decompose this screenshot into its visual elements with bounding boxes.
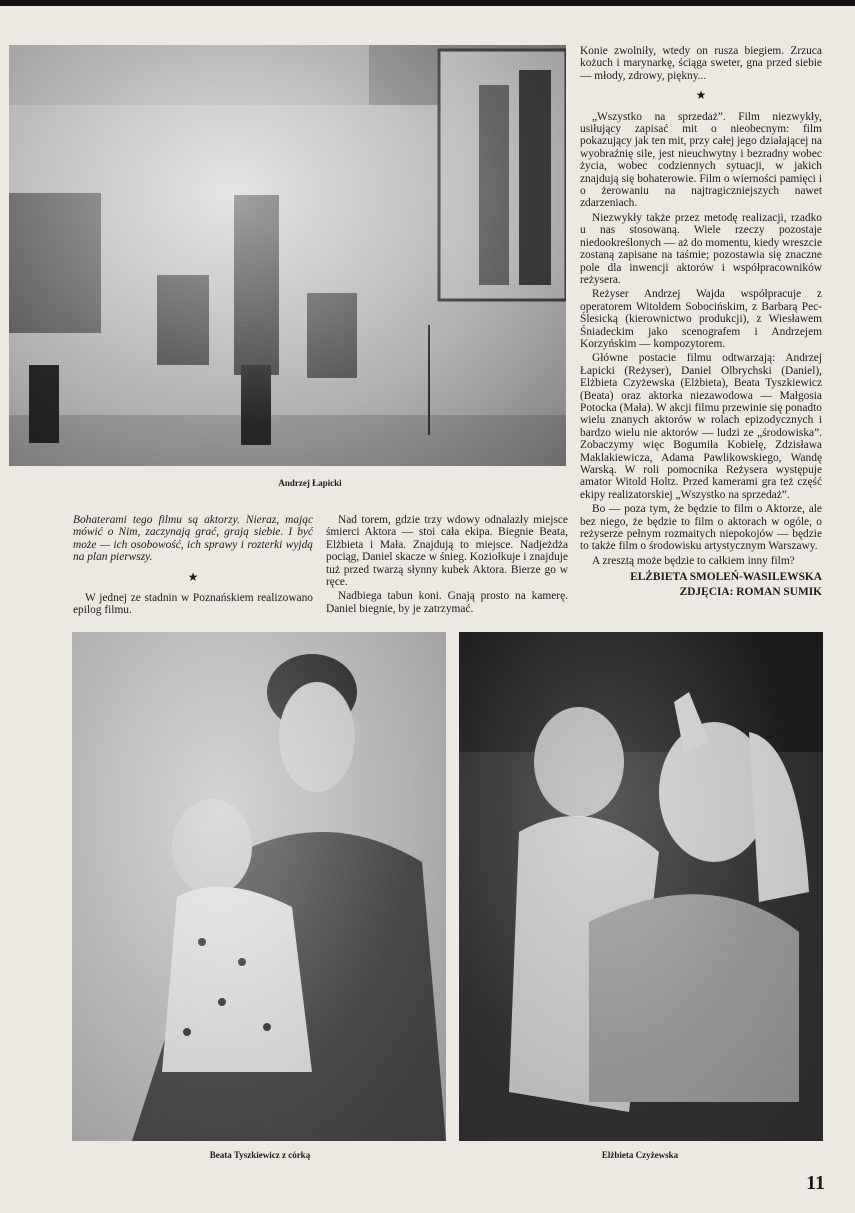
paragraph: Główne postacie filmu odtwarzają: Andrzej Łapicki (Reżyser), Daniel Olbrychski (Daniel), Elżbieta Czyżewska (Elżbieta), Beata Tyszkiewicz (Beata) oraz aktorka niezawodowa — Małgosia Potocka (Mała). W akcji filmu przewinie się ponadto wielu znanych aktorów w rolach epizodycznych i bardzo wielu nie aktorów — ludzi ze „środowiska”. Zobaczymy więc Bogumiła Kobielę, Zdzisława Maklakiewicza, Adama Pawlikowskiego, Wandę Warską. W roli pomocnika Reżysera występuje amator Witold Holtz. Przed kamerami gra też część ekipy realizatorskiej „Wszystko na sprzedaż”. [580, 352, 822, 501]
paragraph: Reżyser Andrzej Wajda współpracuje z operatorem Witoldem Sobocińskim, z Barbarą Pec-Ślesicką (kierownictwo produkcji), z Wiesławem Śniadeckim jako scenografem i Andrzejem Korzyńskim — kompozytorem. [580, 288, 822, 350]
paragraph: Niezwykły także przez metodę realizacji, rzadko u nas stosowaną. Wiele rzeczy pozostaje niedookreślonych — aż do momentu, kiedy wreszcie zostaną zapisane na taśmie; pozostawia się znaczne pole dla inwencji aktorów i współpracowników reżysera. [580, 211, 822, 286]
article-column-3 [580, 45, 822, 600]
page-number: 11 [806, 1172, 825, 1194]
article-column-1 [73, 514, 313, 619]
photo-caption-bottom-right: Elżbieta Czyżewska [601, 1150, 679, 1160]
section-star: ★ [187, 569, 199, 584]
section-star: ★ [695, 88, 707, 103]
intro-text: Bohaterami tego filmu są aktorzy. Nieraz, mając mówić o Nim, zaczynają grać, grają siebie. I być może — ich osobowość, ich sprawy i rozterki wyjdą na plan pierwszy. [73, 514, 313, 564]
paragraph: Nadbiega tabun koni. Gnają prosto na kamerę. Daniel biegnie, by je zatrzymać. [326, 590, 568, 615]
photo-caption-top: Andrzej Łapicki [278, 478, 342, 488]
article-column-2 [326, 514, 568, 617]
paragraph: Nad torem, gdzie trzy wdowy odnalazły miejsce śmierci Aktora — stoi cała ekipa. Biegnie Beata, Elżbieta i Mała. Znajdują to miejsce. Nadjeżdża pociąg, Daniel skacze w śnieg. Koziołkuje i znajduje tuż przed twarzą słynny kubek Aktora. Bierze go w ręce. [326, 514, 568, 589]
photo-beata-tyszkiewicz [72, 632, 446, 1141]
paragraph: Bo — poza tym, że będzie to film o Aktorze, ale bez niego, że będzie to film o aktorach w ogóle, o reżyserze pełnym rozmaitych niepokojów — będzie to także film o środowisku artystycznym Warszawy. [580, 503, 822, 553]
paragraph: „Wszystko na sprzedaż”. Film niezwykły, usiłujący zapisać mit o nieobecnym: film pokazujący jak ten mit, przy całej jego działającej na wyobraźnię sile, jest nieuchwytny i bezradny wobec życia, wobec codziennych sytuacji, w jakich znajdują się bohaterowie. Film o wierności pamięci i o żerowaniu na najtragiczniejszych nawet zdarzeniach. [580, 110, 822, 210]
photo-andrzej-lapicki [9, 45, 566, 466]
paragraph: A zresztą może będzie to całkiem inny film? [592, 554, 795, 567]
photo-caption-bottom-left: Beata Tyszkiewicz z córką [209, 1150, 311, 1160]
author-signature: ELŻBIETA SMOLEŃ-WASILEWSKA [630, 571, 822, 584]
photo-credit: ZDJĘCIA: ROMAN SUMIK [679, 585, 822, 598]
paragraph: Konie zwolniły, wtedy on rusza biegiem. Zrzuca kożuch i marynarkę, ściąga sweter, gna przed siebie — młody, zdrowy, piękny... [580, 45, 822, 82]
top-border [0, 0, 855, 6]
paragraph: W jednej ze stadnin w Poznańskiem realizowano epilog filmu. [73, 592, 313, 617]
photo-elzbieta-czyzewska [459, 632, 823, 1141]
